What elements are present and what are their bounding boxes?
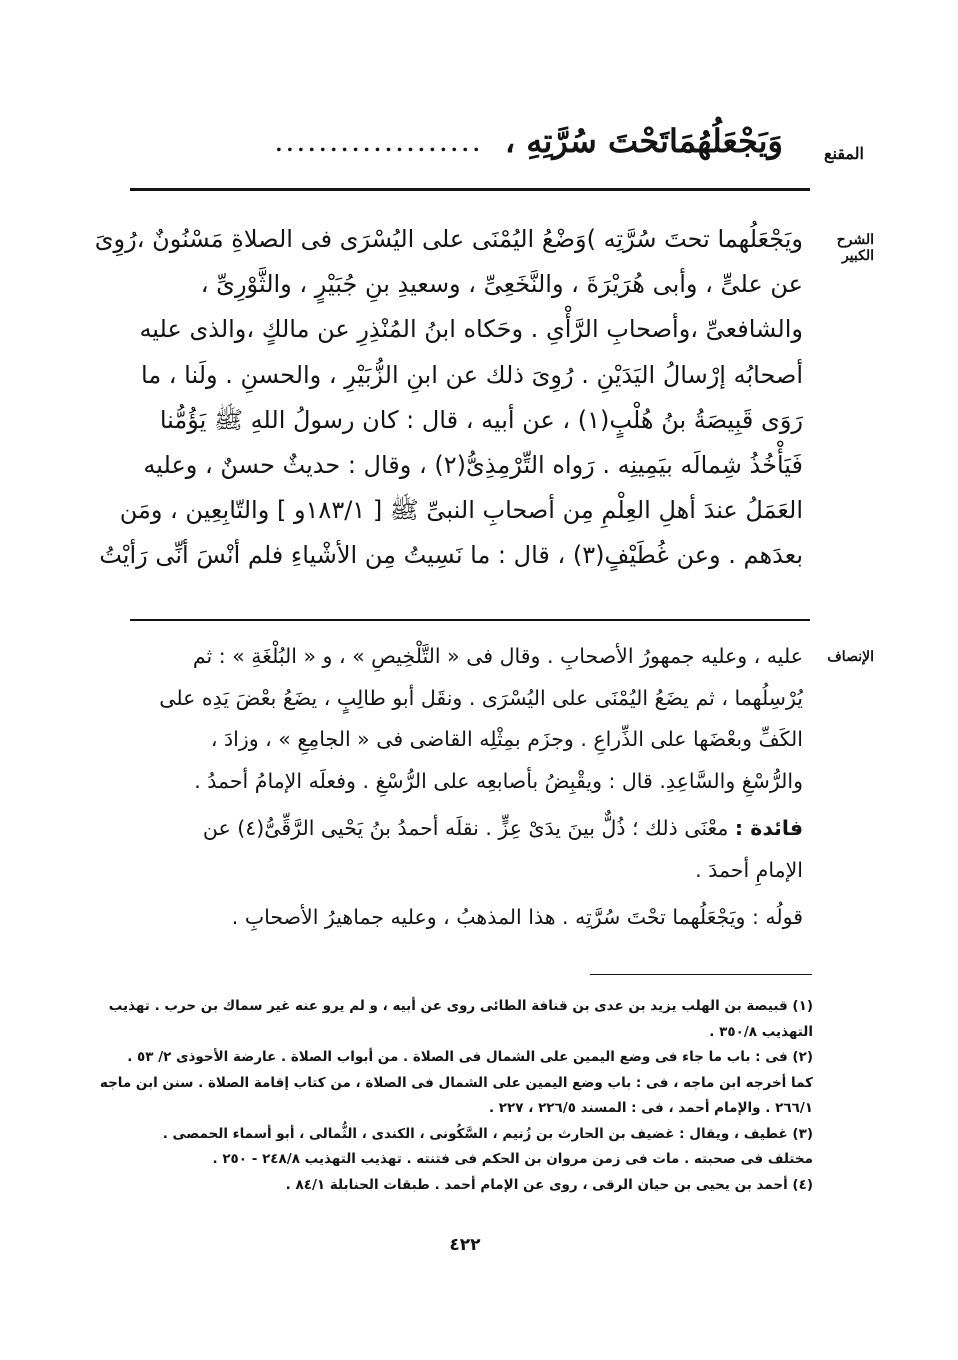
text-line: العَمَلُ عندَ أهلِ العِلْمِ مِن أصحابِ النبىِّ ﷺ [ ١٨٣/١و ] والتّابِعِين ، ومَن: [119, 496, 803, 525]
running-header-label: المقنع: [823, 144, 864, 163]
text-line: يُرْسِلُهما ، ثم يضَعُ اليُمْنَى على اليُسْرَى . ونقَل أبو طالِبٍ ، يضَعُ بعْضَ يَدِه على: [159, 685, 803, 710]
footnote-rule: [590, 974, 812, 975]
text-line: بعدَهم . وعن غُطَيْفٍ(٣) ، قال : ما نَسِيتُ مِن الأشْياءِ فلم أنْسَ أنِّى رَأيْتُ: [99, 541, 803, 570]
text-line: والرُّسْغِ والسَّاعِدِ. قال : ويقْبِضُ بأصابعِه على الرُّسْغِ . وفعلَه الإمامُ أحمدُ .: [194, 768, 803, 793]
faida-line: [145, 808, 803, 850]
section-divider: [130, 619, 810, 621]
text-line: رَوَى قَبِيصَةُ بنُ هُلْبٍ(١) ، عن أبيه ، قال : كان رسولُ اللهِ ﷺ يَؤُمُّنا: [159, 405, 803, 434]
footnote-line: مختلف فى صحبته . مات فى زمن مروان بن الحكم فى فتنته . تهذيب التهذيب ٢٤٨/٨ - ٢٥٠ .: [212, 1151, 813, 1167]
footnote-line: التهذيب ٣٥٠/٨ .: [709, 1023, 813, 1040]
text-line: عليه ، وعليه جمهورُ الأصحابِ . وقال فى « التَّلْخِيصِ » ، و « البُلْغَةِ » : ثم: [192, 644, 803, 668]
text-line: أصحابُه إرْسالُ اليَدَيْنِ . رُوِىَ ذلك عن ابنِ الزُّبَيْرِ ، والحسنِ . ولَنا ، ما: [141, 360, 803, 389]
footnote-line: (١) قبيصة بن الهلب يزيد بن عدى بن قنافة الطائى روى عن أبيه ، و لم يرو عنه غير سماك بن حرب . تهذيب: [108, 998, 813, 1014]
faida-lead: فائدة :: [734, 816, 803, 840]
side-label-insaf: الإنصاف: [827, 649, 874, 665]
text-line: فَيَأْخُذُ شِمالَه بيَمِينِه . رَواه التِّرْمِذِىُّ(٢) ، وقال : حديثٌ حسنٌ ، وعليه: [143, 450, 803, 479]
text-line: الكَفِّ وبعْضَها على الذِّراعِ . وجزَم بمِثْلِه القاضى فى « الجامِعِ » ، وزادَ ،: [210, 727, 803, 751]
header-dots: ...................: [275, 131, 484, 156]
side-label-sharh: الشرح الكبير: [836, 232, 874, 264]
text-line: عن علىٍّ ، وأبى هُرَيْرَةَ ، والنَّخَعِىِّ ، وسعيدِ بنِ جُبَيْرٍ ، والثَّوْرِىِّ ،: [200, 270, 803, 299]
footnote-line: (٣) غطيف ، ويقال : غضيف بن الحارث بن زُنيم ، السَّكُونى ، الكندى ، الثُّمالى ، أبو أسماء الحمصى .: [162, 1125, 813, 1142]
footnote-line: (٤) أحمد بن يحيى بن حيان الرقى ، روى عن الإمام أحمد . طبقات الحنابلة ٨٤/١ .: [285, 1176, 813, 1193]
text-line: الإمامِ أحمدَ .: [695, 857, 803, 882]
text-line: ويَجْعَلُهما تحتَ سُرَّتِه )وَضْعُ اليُمْنَى على اليُسْرَى فى الصلاةِ مَسْنُونٌ ،رُوِىَ: [94, 225, 803, 253]
running-header: [133, 122, 783, 160]
qawluh-line: قولُه : ويَجْعَلُهما تحْتَ سُرَّتِه . هذا المذهبُ ، وعليه جماهيرُ الأصحابِ .: [231, 905, 803, 929]
sharh-text: [94, 217, 803, 579]
running-header-title: وَيَجْعَلُهُمَاتَحْتَ سُرَّتِهِ ،: [504, 122, 783, 160]
footnote-line: (٢) فى : باب ما جاء فى وضع اليمين على الشمال فى الصلاة . من أبواب الصلاة . عارضة الأحوذى ٢/ ٥٣ .: [127, 1049, 813, 1065]
footnote-line: كما أخرجه ابن ماجه ، فى : باب وضع اليمين على الشمال فى الصلاة ، من كتاب إقامة الصلاة . سنن ابن ماجه: [99, 1074, 813, 1091]
footnotes: [99, 994, 813, 1198]
header-rule: [130, 188, 810, 191]
footnote-line: ٢٦٦/١ . والإمام أحمد ، فى : المسند ٢٢٦/٥ ، ٢٢٧ .: [488, 1100, 813, 1116]
page-number: ٤٢٢: [449, 1235, 481, 1255]
text-line: والشافعىِّ ،وأصحابِ الرَّأْىِ . وحَكاه ابنُ المُنْذِرِ عن مالكٍ ،والذى عليه: [139, 315, 803, 344]
insaf-text: [145, 636, 803, 939]
faida-text: معْنَى ذلك ؛ ذُلٌّ بينَ يدَىْ عِزٍّ . نقلَه أحمدُ بنُ يَحْيى الرَّقِّىُّ(٤) عن: [202, 816, 735, 840]
